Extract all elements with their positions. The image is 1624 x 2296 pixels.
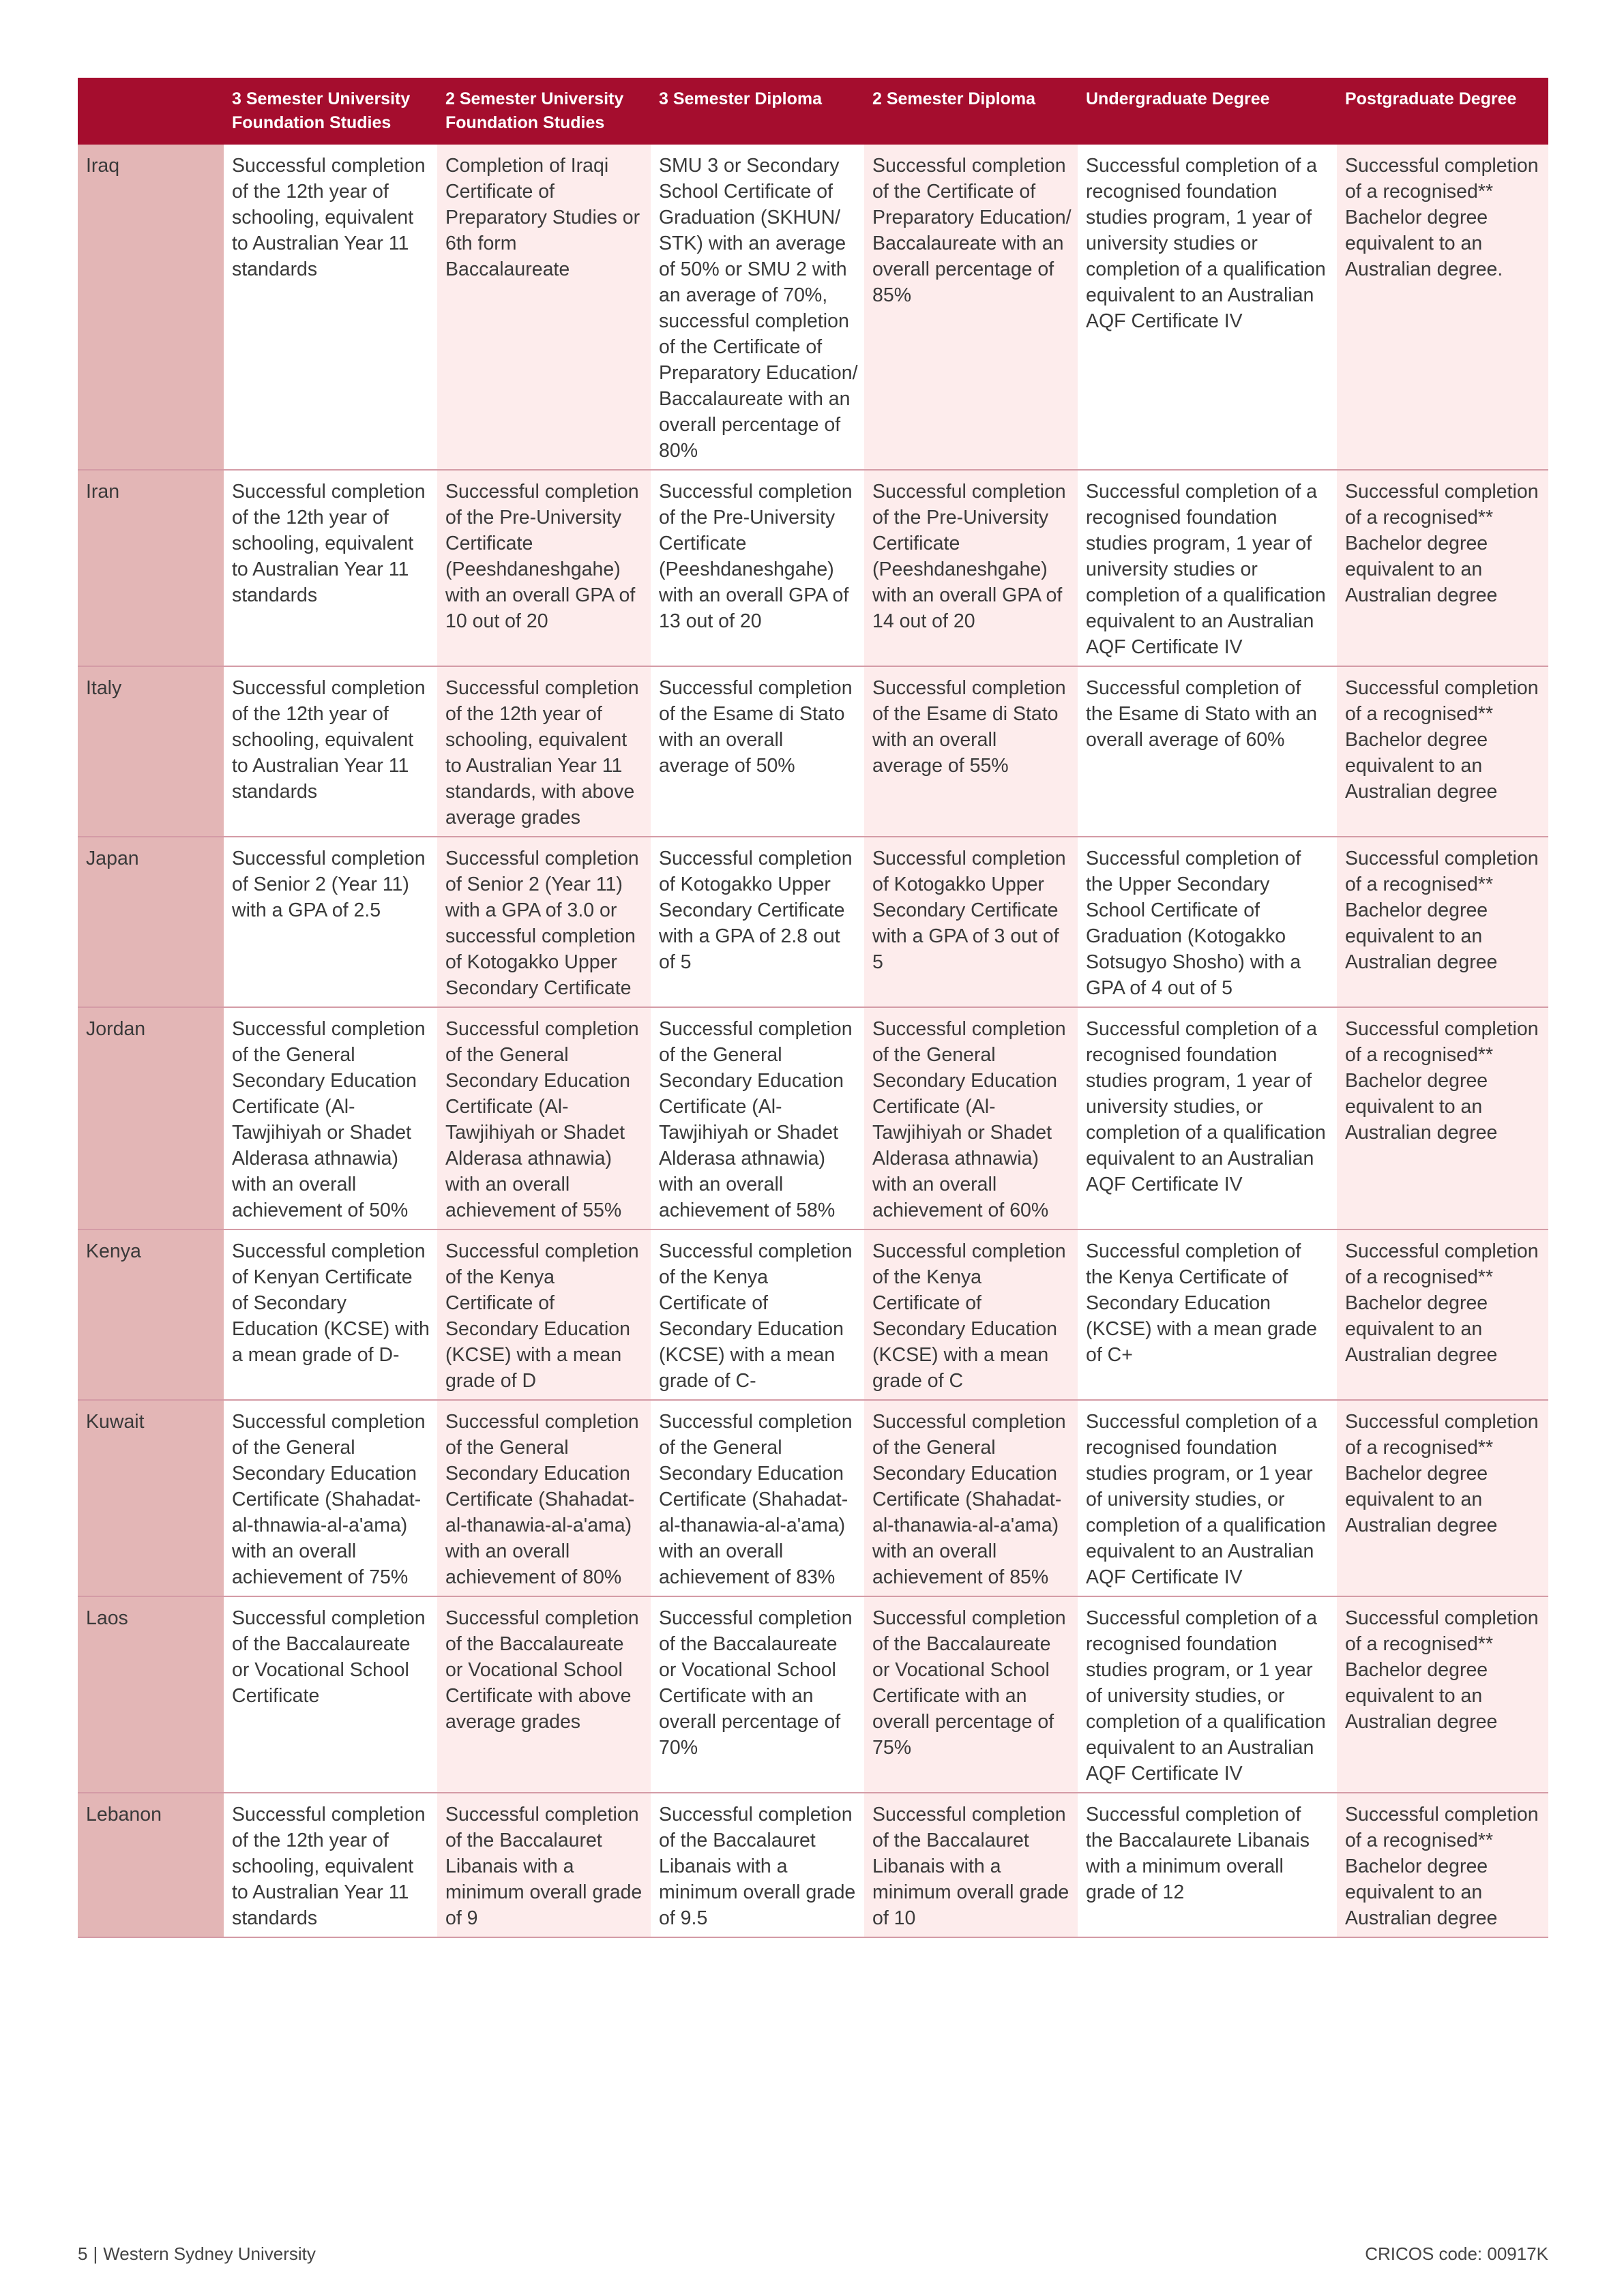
publisher-name: Western Sydney University [103,2243,316,2264]
country-cell: Kuwait [78,1400,224,1596]
requirement-cell-3-semester-foundation: Successful completion of the 12th year of schooling, equivalent to Australian Year 11 standards [224,1793,437,1937]
cricos-code: CRICOS code: 00917K [1365,2243,1548,2264]
page-number: 5 [78,2243,88,2264]
requirement-cell-2-semester-foundation: Completion of Iraqi Certificate of Preparatory Studies or 6th form Baccalaureate [437,145,651,470]
requirement-cell-3-semester-diploma: Successful completion of the General Secondary Education Certificate (Shahadat-al-thanawia-al-a'ama) with an overall achievement of 83% [651,1400,864,1596]
requirement-cell-2-semester-foundation: Successful completion of Senior 2 (Year 11) with a GPA of 3.0 or successful completion of Kotogakko Upper Secondary Certificate [437,837,651,1007]
country-cell: Kenya [78,1229,224,1400]
requirement-cell-2-semester-foundation: Successful completion of the Baccalaureate or Vocational School Certificate with above average grades [437,1596,651,1793]
country-cell: Laos [78,1596,224,1793]
footer-left [78,2243,316,2265]
requirement-cell-postgraduate-degree: Successful completion of a recognised** Bachelor degree equivalent to an Australian degree [1337,666,1548,837]
header-2-semester-foundation: 2 Semester University Foundation Studies [437,78,651,145]
requirement-cell-3-semester-foundation: Successful completion of the General Secondary Education Certificate (Al-Tawjihiyah or Shadet Alderasa athnawia) with an overall achievement of 50% [224,1007,437,1229]
country-cell: Italy [78,666,224,837]
requirement-cell-3-semester-diploma: Successful completion of the Pre-University Certificate (Peeshdaneshgahe) with an overall GPA of 13 out of 20 [651,470,864,666]
requirement-cell-3-semester-foundation: Successful completion of the General Secondary Education Certificate (Shahadat-al-thnawia-al-a'ama) with an overall achievement of 75% [224,1400,437,1596]
header-2-semester-diploma: 2 Semester Diploma [864,78,1078,145]
requirement-cell-postgraduate-degree: Successful completion of a recognised** Bachelor degree equivalent to an Australian degree [1337,837,1548,1007]
requirement-cell-2-semester-foundation: Successful completion of the 12th year of schooling, equivalent to Australian Year 11 standards, with above average grades [437,666,651,837]
header-undergraduate-degree: Undergraduate Degree [1078,78,1337,145]
requirement-cell-3-semester-foundation: Successful completion of the Baccalaureate or Vocational School Certificate [224,1596,437,1793]
requirement-cell-postgraduate-degree: Successful completion of a recognised** Bachelor degree equivalent to an Australian degree [1337,1229,1548,1400]
table-row [78,1793,1548,1937]
requirement-cell-3-semester-diploma: Successful completion of Kotogakko Upper Secondary Certificate with a GPA of 2.8 out of 5 [651,837,864,1007]
requirement-cell-undergraduate-degree: Successful completion of the Baccalaurete Libanais with a minimum overall grade of 12 [1078,1793,1337,1937]
header-country [78,78,224,145]
requirement-cell-2-semester-diploma: Successful completion of the Baccalaureate or Vocational School Certificate with an overall percentage of 75% [864,1596,1078,1793]
requirement-cell-undergraduate-degree: Successful completion of the Upper Secondary School Certificate of Graduation (Kotogakko Sotsugyo Shosho) with a GPA of 4 out of 5 [1078,837,1337,1007]
header-3-semester-diploma: 3 Semester Diploma [651,78,864,145]
requirement-cell-2-semester-foundation: Successful completion of the Kenya Certificate of Secondary Education (KCSE) with a mean grade of D [437,1229,651,1400]
requirement-cell-undergraduate-degree: Successful completion of a recognised foundation studies program, 1 year of university studies or completion of a qualification equivalent to an Australian AQF Certificate IV [1078,145,1337,470]
requirement-cell-2-semester-foundation: Successful completion of the Pre-University Certificate (Peeshdaneshgahe) with an overall GPA of 10 out of 20 [437,470,651,666]
requirement-cell-3-semester-diploma: Successful completion of the General Secondary Education Certificate (Al-Tawjihiyah or Shadet Alderasa athnawia) with an overall achievement of 58% [651,1007,864,1229]
requirement-cell-2-semester-diploma: Successful completion of the General Secondary Education Certificate (Shahadat-al-thanawia-al-a'ama) with an overall achievement of 85% [864,1400,1078,1596]
requirement-cell-undergraduate-degree: Successful completion of the Kenya Certificate of Secondary Education (KCSE) with a mean grade of C+ [1078,1229,1337,1400]
requirement-cell-2-semester-foundation: Successful completion of the General Secondary Education Certificate (Shahadat-al-thanawia-al-a'ama) with an overall achievement of 80% [437,1400,651,1596]
entry-requirements-table [78,78,1548,1938]
requirement-cell-2-semester-diploma: Successful completion of the Esame di Stato with an overall average of 55% [864,666,1078,837]
requirement-cell-2-semester-diploma: Successful completion of the Certificate of Preparatory Education/ Baccalaureate with an overall percentage of 85% [864,145,1078,470]
requirement-cell-postgraduate-degree: Successful completion of a recognised** Bachelor degree equivalent to an Australian degree. [1337,145,1548,470]
country-cell: Lebanon [78,1793,224,1937]
requirement-cell-2-semester-diploma: Successful completion of the Kenya Certificate of Secondary Education (KCSE) with a mean grade of C [864,1229,1078,1400]
requirement-cell-3-semester-diploma: Successful completion of the Baccalaureate or Vocational School Certificate with an overall percentage of 70% [651,1596,864,1793]
requirement-cell-3-semester-foundation: Successful completion of the 12th year of schooling, equivalent to Australian Year 11 standards [224,145,437,470]
requirement-cell-3-semester-foundation: Successful completion of Senior 2 (Year 11) with a GPA of 2.5 [224,837,437,1007]
requirement-cell-2-semester-foundation: Successful completion of the General Secondary Education Certificate (Al-Tawjihiyah or Shadet Alderasa athnawia) with an overall achievement of 55% [437,1007,651,1229]
table-row [78,1007,1548,1229]
table-row [78,666,1548,837]
table-header [78,78,1548,145]
footer-separator: | [93,2243,98,2264]
header-3-semester-foundation: 3 Semester University Foundation Studies [224,78,437,145]
table-body [78,145,1548,1937]
requirement-cell-undergraduate-degree: Successful completion of the Esame di Stato with an overall average of 60% [1078,666,1337,837]
requirement-cell-undergraduate-degree: Successful completion of a recognised foundation studies program, 1 year of university studies, or completion of a qualification equivalent to an Australian AQF Certificate IV [1078,1007,1337,1229]
table-row [78,145,1548,470]
table-row [78,1400,1548,1596]
requirement-cell-2-semester-diploma: Successful completion of the Pre-University Certificate (Peeshdaneshgahe) with an overall GPA of 14 out of 20 [864,470,1078,666]
requirement-cell-3-semester-foundation: Successful completion of the 12th year of schooling, equivalent to Australian Year 11 standards [224,666,437,837]
requirement-cell-postgraduate-degree: Successful completion of a recognised** Bachelor degree equivalent to an Australian degree [1337,1793,1548,1937]
requirement-cell-3-semester-foundation: Successful completion of the 12th year of schooling, equivalent to Australian Year 11 standards [224,470,437,666]
requirement-cell-postgraduate-degree: Successful completion of a recognised** Bachelor degree equivalent to an Australian degree [1337,1007,1548,1229]
requirement-cell-3-semester-diploma: SMU 3 or Secondary School Certificate of Graduation (SKHUN/ STK) with an average of 50% or SMU 2 with an average of 70%, successful completion of the Certificate of Preparatory Education/ Baccalaureate with an overall percentage of 80% [651,145,864,470]
requirement-cell-2-semester-diploma: Successful completion of the General Secondary Education Certificate (Al-Tawjihiyah or Shadet Alderasa athnawia) with an overall achievement of 60% [864,1007,1078,1229]
country-cell: Japan [78,837,224,1007]
requirement-cell-postgraduate-degree: Successful completion of a recognised** Bachelor degree equivalent to an Australian degree [1337,1400,1548,1596]
requirement-cell-undergraduate-degree: Successful completion of a recognised foundation studies program, or 1 year of university studies, or completion of a qualification equivalent to an Australian AQF Certificate IV [1078,1400,1337,1596]
requirement-cell-postgraduate-degree: Successful completion of a recognised** Bachelor degree equivalent to an Australian degree [1337,470,1548,666]
table-row [78,837,1548,1007]
requirement-cell-2-semester-foundation: Successful completion of the Baccalauret Libanais with a minimum overall grade of 9 [437,1793,651,1937]
table-row [78,1229,1548,1400]
requirement-cell-2-semester-diploma: Successful completion of the Baccalauret Libanais with a minimum overall grade of 10 [864,1793,1078,1937]
requirement-cell-3-semester-foundation: Successful completion of Kenyan Certificate of Secondary Education (KCSE) with a mean grade of D- [224,1229,437,1400]
requirement-cell-3-semester-diploma: Successful completion of the Kenya Certificate of Secondary Education (KCSE) with a mean grade of C- [651,1229,864,1400]
requirement-cell-undergraduate-degree: Successful completion of a recognised foundation studies program, or 1 year of university studies, or completion of a qualification equivalent to an Australian AQF Certificate IV [1078,1596,1337,1793]
requirement-cell-undergraduate-degree: Successful completion of a recognised foundation studies program, 1 year of university studies or completion of a qualification equivalent to an Australian AQF Certificate IV [1078,470,1337,666]
country-cell: Iraq [78,145,224,470]
table-row [78,470,1548,666]
requirement-cell-3-semester-diploma: Successful completion of the Esame di Stato with an overall average of 50% [651,666,864,837]
header-row [78,78,1548,145]
table-row [78,1596,1548,1793]
requirement-cell-2-semester-diploma: Successful completion of Kotogakko Upper Secondary Certificate with a GPA of 3 out of 5 [864,837,1078,1007]
requirement-cell-3-semester-diploma: Successful completion of the Baccalauret Libanais with a minimum overall grade of 9.5 [651,1793,864,1937]
country-cell: Jordan [78,1007,224,1229]
country-cell: Iran [78,470,224,666]
requirement-cell-postgraduate-degree: Successful completion of a recognised** Bachelor degree equivalent to an Australian degree [1337,1596,1548,1793]
header-postgraduate-degree: Postgraduate Degree [1337,78,1548,145]
